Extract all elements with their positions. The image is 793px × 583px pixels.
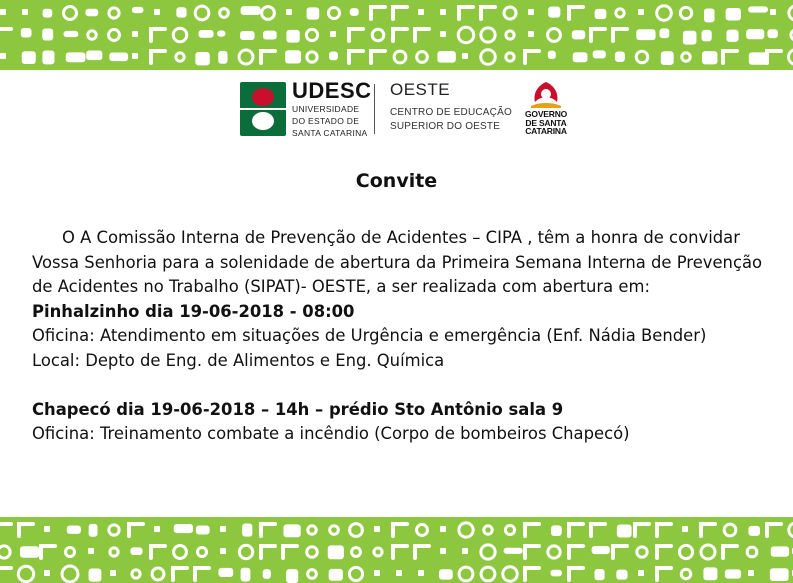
- event-detail: Local: Depto de Eng. de Alimentos e Eng. Química: [32, 350, 445, 370]
- pattern-shape: [132, 31, 138, 37]
- pattern-shape: [350, 8, 359, 16]
- udesc-sub-line: UNIVERSIDADE: [292, 104, 360, 114]
- pattern-shape: [217, 30, 225, 36]
- pattern-shape: [42, 51, 54, 65]
- pattern-shape: [440, 9, 446, 15]
- spacer: [32, 373, 772, 398]
- pattern-shape: [86, 51, 102, 61]
- pattern-shape: [44, 526, 50, 532]
- event-heading: Chapecó dia 19-06-2018 – 14h – prédio Sto Antônio sala 9: [32, 399, 564, 419]
- pattern-shape: [43, 9, 53, 18]
- pattern-shape: [770, 9, 776, 15]
- pattern-shape: [218, 568, 233, 577]
- pattern-shape: [462, 548, 468, 554]
- pattern-shape: [440, 31, 446, 37]
- pattern-shape: [661, 51, 674, 65]
- pattern-shape: [594, 569, 604, 580]
- ceo-title: OESTE: [390, 80, 451, 99]
- pattern-shape: [504, 548, 523, 554]
- udesc-sub-line: SANTA CATARINA: [292, 128, 368, 138]
- pattern-shape: [67, 525, 81, 533]
- pattern-shape: [550, 570, 561, 577]
- pattern-shape: [748, 6, 768, 12]
- pattern-shape: [220, 548, 226, 554]
- pattern-shape: [374, 526, 380, 532]
- pattern-shape: [638, 570, 644, 576]
- ceo-sub-line: SUPERIOR DO OESTE: [390, 121, 501, 132]
- pattern-shape: [88, 548, 94, 554]
- pattern-shape: [726, 30, 738, 42]
- pattern-shape: [85, 9, 98, 16]
- governo-line: CATARINA: [525, 126, 567, 136]
- pattern-shape: [704, 9, 715, 23]
- pattern-shape: [241, 568, 251, 582]
- pattern-shape: [0, 9, 6, 15]
- pattern-shape: [770, 568, 789, 581]
- event-heading: Pinhalzinho dia 19-06-2018 - 08:00: [32, 301, 355, 321]
- pattern-shape: [439, 569, 453, 579]
- pattern-bottom: [0, 517, 793, 583]
- pattern-shape: [593, 50, 606, 58]
- document-title: Convite: [355, 170, 438, 192]
- pattern-shape: [702, 51, 717, 64]
- pattern-shape: [440, 548, 446, 554]
- pattern-shape: [462, 53, 468, 59]
- pattern-shape: [196, 526, 210, 535]
- pattern-shape: [703, 567, 717, 580]
- pattern-shape: [437, 51, 455, 63]
- pattern-shape: [195, 52, 209, 65]
- pattern-shape: [286, 9, 292, 15]
- udesc-name: UDESC: [292, 78, 372, 103]
- pattern-shape: [42, 29, 53, 41]
- pattern-shape: [63, 31, 78, 37]
- governo-line: DE SANTA: [525, 117, 567, 128]
- pattern-shape: [682, 526, 688, 532]
- pattern-shape: [242, 523, 252, 536]
- pattern-shape: [283, 524, 300, 537]
- governo-line: GOVERNO: [525, 109, 568, 119]
- pattern-shape: [616, 570, 627, 580]
- pattern-shape: [154, 526, 160, 532]
- decorative-top-band: [0, 0, 793, 70]
- pattern-shape: [22, 9, 28, 15]
- pattern-shape: [638, 9, 644, 15]
- pattern-shape: [548, 51, 556, 59]
- pattern-shape: [572, 30, 585, 39]
- pattern-shape: [241, 6, 261, 15]
- pattern-shape: [286, 569, 298, 583]
- pattern-shape: [329, 569, 343, 581]
- pattern-shape: [767, 29, 777, 38]
- event-detail: Oficina: Treinamento combate a incêndio (Corpo de bombeiros Chapecó): [32, 424, 630, 443]
- pattern-shape: [218, 51, 227, 64]
- pattern-shape: [199, 30, 214, 38]
- pattern-shape: [330, 31, 336, 37]
- pattern-shape: [748, 526, 760, 536]
- pattern-shape: [374, 570, 380, 576]
- pattern-shape: [636, 29, 655, 40]
- pattern-shape: [22, 51, 36, 64]
- pattern-shape: [89, 568, 102, 581]
- udesc-wordmark: [292, 80, 372, 138]
- pattern-shape: [21, 28, 32, 38]
- pattern-shape: [154, 9, 160, 15]
- pattern-shape: [174, 524, 193, 533]
- pattern-shape: [110, 570, 116, 576]
- pattern-shape: [263, 569, 271, 579]
- udesc-sub-line: DO ESTADO DE: [292, 116, 360, 126]
- pattern-shape: [592, 546, 610, 554]
- pattern-shape: [109, 53, 128, 62]
- ceo-wordmark: [390, 80, 512, 134]
- pattern-shape: [702, 30, 712, 42]
- pattern-shape: [528, 31, 534, 37]
- governo-logo: [525, 80, 567, 138]
- pattern-shape: [418, 9, 424, 15]
- pattern-shape: [263, 31, 277, 40]
- pattern-shape: [573, 52, 588, 62]
- pattern-shape: [0, 53, 6, 59]
- pattern-shape: [132, 53, 138, 59]
- pattern-shape: [548, 6, 560, 17]
- logo-divider: [374, 84, 375, 134]
- pattern-shape: [132, 7, 144, 13]
- event-detail: Oficina: Atendimento em situações de Urgência e emergência (Enf. Nádia Bender): [32, 326, 707, 345]
- pattern-shape: [176, 7, 186, 17]
- pattern-top: [0, 0, 793, 70]
- pattern-shape: [746, 29, 764, 39]
- pattern-shape: [683, 31, 697, 45]
- pattern-shape: [89, 524, 98, 537]
- decorative-bottom-band: [0, 517, 793, 583]
- pattern-shape: [44, 570, 50, 576]
- udesc-logo-icon: [240, 82, 286, 136]
- pattern-shape: [307, 7, 320, 19]
- pattern-shape: [20, 546, 39, 557]
- pattern-shape: [130, 547, 142, 555]
- pattern-shape: [240, 31, 255, 40]
- header-logos: [240, 80, 570, 140]
- pattern-shape: [328, 545, 344, 559]
- ceo-sub-line: CENTRO DE EDUCAÇÃO: [390, 107, 512, 118]
- pattern-shape: [748, 570, 754, 576]
- pattern-shape: [771, 546, 789, 556]
- pattern-shape: [285, 50, 301, 63]
- pattern-shape: [329, 52, 338, 61]
- pattern-shape: [396, 570, 402, 576]
- pattern-shape: [726, 8, 741, 21]
- document-body: [32, 226, 772, 447]
- pattern-shape: [440, 526, 446, 532]
- governo-text: [525, 110, 567, 136]
- pattern-shape: [551, 525, 562, 536]
- pattern-shape: [418, 570, 424, 576]
- pattern-shape: [595, 9, 607, 19]
- pattern-shape: [660, 28, 670, 38]
- pattern-shape: [617, 524, 632, 537]
- pattern-shape: [286, 30, 299, 43]
- governo-emblem-icon: [525, 80, 567, 110]
- intro-paragraph: O A Comissão Interna de Prevenção de Acidentes – CIPA , têm a honra de convidar Vossa Senhoria para a solenidade de abertura da Primeira Semana Interna de Prevenção de Acidentes no Trabalho (SIPAT)- OESTE, a ser realizada com abertura em:: [32, 228, 763, 296]
- pattern-shape: [528, 9, 534, 15]
- pattern-shape: [615, 52, 625, 62]
- pattern-shape: [725, 569, 741, 578]
- pattern-shape: [66, 52, 86, 62]
- pattern-shape: [220, 526, 226, 532]
